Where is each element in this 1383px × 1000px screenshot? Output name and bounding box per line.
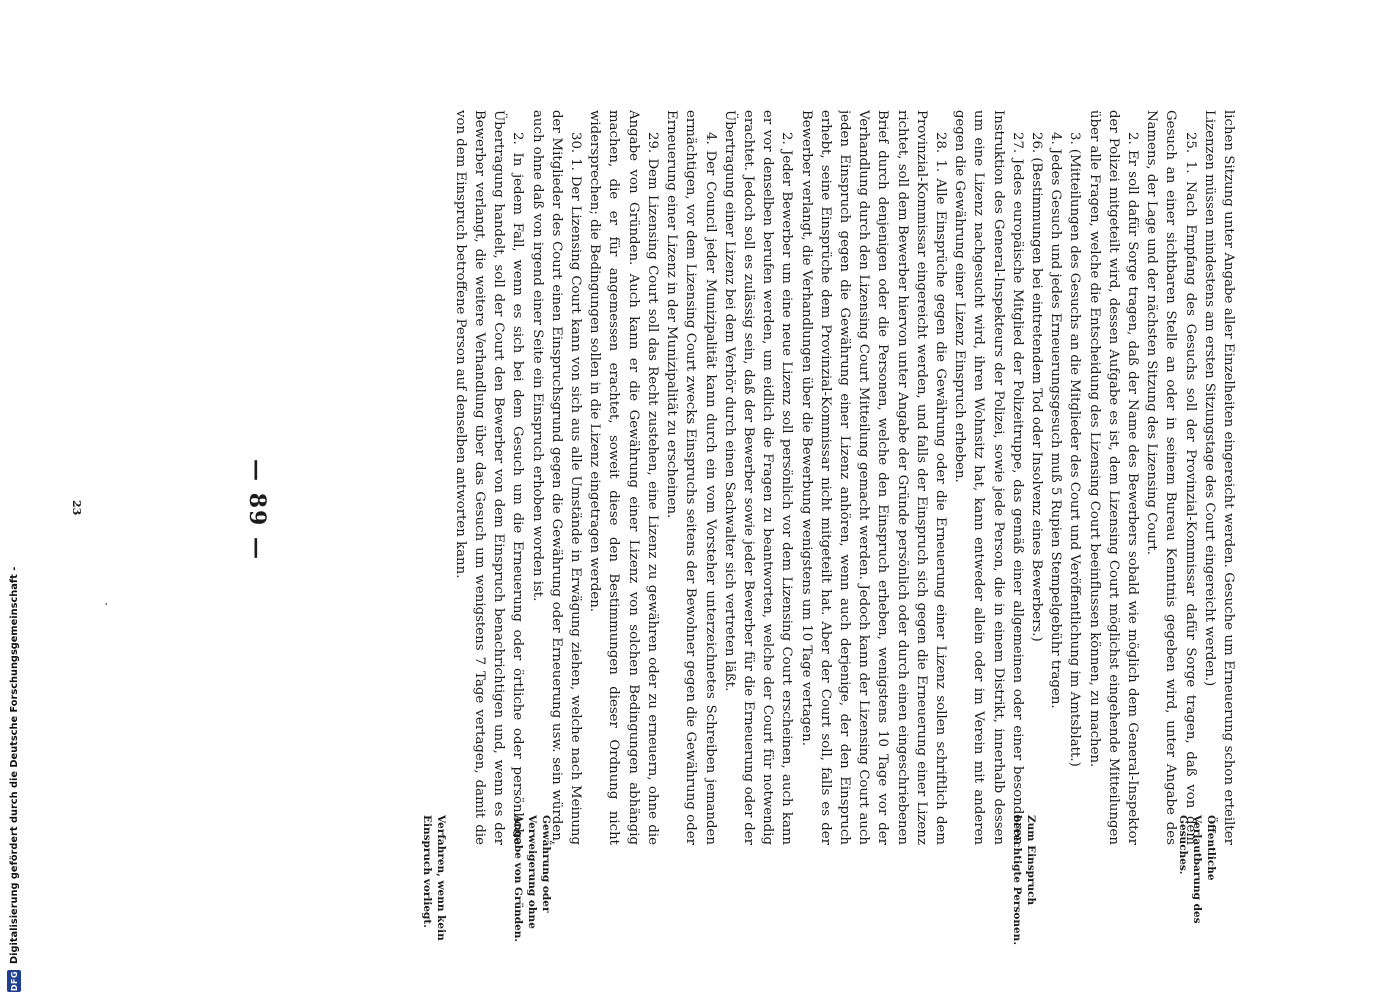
paragraph: 2. Jeder Bewerber um eine neue Lizenz soll persönlich vor dem Lizensing Court erscheinen, auch kann er vor denselben berufen werden, um eidlich die Fragen zu beantworten, welche der Court für notwendig erachtet. Jedoch soll es zulässig sein, daß der Bewerber sowie jeder Bewerber für die Erneuerung oder der Übertragung einer Lizenz bei dem Verhör durch einen Sachwalter sich vertreten läßt. xyxy=(721,110,795,845)
dfg-logo-icon: DFG xyxy=(7,970,21,992)
margin-note: Öffentliche Verlautbarung des Gesuches. xyxy=(1177,815,1217,924)
paragraph: 4. Jedes Gesuch und jedes Erneuerungsgesuch muß 5 Rupien Stempelgebühr tragen. xyxy=(1048,132,1064,709)
margin-note: Zum Einspruch berechtigte Personen. xyxy=(1011,815,1037,945)
paragraph: 2. In jedem Fall, wenn es sich bei dem Gesuch um die Erneuerung oder örtliche oder persönliche Übertragung handelt, soll der Court den Bewerber von dem Einspruch benachrichtigen und, wenn es der Bewerber verlangt, die weitere Verhandlung über das Gesuch um wenigstens 7 Tage vertagen, damit die von dem Einspruch betroffene Person auf denselben antworten kann. xyxy=(452,110,526,845)
body-text xyxy=(178,110,1238,845)
paragraph: 29. Dem Lizensing Court soll das Recht zustehen, eine Lizenz zu gewähren oder zu erneuern, ohne die Angabe von Gründen. Auch kann er die Gewährung einer Lizenz von solchen Bedingungen abhängig machen, die er für angemessen erachtet, soweit diese den Bestimmungen dieser Ordnung nicht widersprechen; die Bedingungen sollen in die Lizenz eingetragen werden. xyxy=(587,110,660,845)
digitization-credit xyxy=(3,0,25,992)
paragraph: 26. (Bestimmungen bei eintretendem Tod oder Insolvenz eines Bewerbers.) xyxy=(1028,132,1044,642)
sheet-signature: 23 xyxy=(70,500,83,516)
paragraph: 4. Der Council jeder Munizipalität kann durch ein vom Vorsteher unterzeichnetes Schreiben jemanden ermächtigen, vor dem Lizensing Court zwecks Einspruchs seitens der Bewohner gegen die Gewährung oder Erneuerung einer Lizenz in der Munizipalität zu erscheinen. xyxy=(664,110,718,845)
paragraph: lichen Sitzung unter Angabe aller Einzelheiten eingereicht werden. Gesuche um Erneuerung schon erteilter Lizenzen müssen mindestens am ersten Sitzungstage des Court eingereicht werden.) xyxy=(1201,110,1236,845)
paragraph: 2. Er soll dafür Sorge tragen, daß der Name des Bewerbers sobald wie möglich dem General-Inspektor der Polizei mitgeteilt wird, dessen Aufgabe es ist, dem Lizensing Court möglichst eingehende Mitteilungen über alle Fragen, welche die Entscheidung des Lizensing Court beeinflussen können, zu machen. xyxy=(1086,110,1140,845)
paragraph: 3. (Mitteilungen des Gesuchs an die Mitglieder des Court und Veröffentlichung im Amtsblatt.) xyxy=(1067,132,1083,767)
margin-note: Gewährung oder Verweigerung ohne Angabe von Gründen. xyxy=(512,815,552,943)
paragraph: 30. 1. Der Lizensing Court kann von sich aus alle Umstände in Erwägung ziehen, welche nach Meinung der Mitglieder des Court einen Einspruchsgrund gegen die Gewährung oder Erneuerung usw. sein würden, auch ohne daß von irgend einer Seite ein Einspruch erhoben worden ist. xyxy=(529,110,584,845)
paragraph: 27. Jedes europäische Mitglied der Polizeitruppe, das gemäß einer allgemeinen oder einer besonderen Instruktion des General-Inspekteurs der Polizei, sowie jede Person, die in einem Distrikt, innerhalb dessen um eine Lizenz nachgesucht wird, ihren Wohnsitz hat, kann entweder allein oder im Verein mit anderen gegen die Gewährung einer Lizenz Einspruch erheben. xyxy=(952,110,1025,845)
page-mark-dot: · xyxy=(99,602,113,606)
page-number: — 89 — xyxy=(244,459,270,561)
paragraph: 28. 1. Alle Einsprüche gegen die Gewährung oder die Erneuerung einer Lizenz sollen schriftlich dem Provinzial-Kommissar eingereicht werden, und falls der Einspruch sich gegen die Erneuerung einer Lizenz richtet, soll dem Bewerber hiervon unter Angabe der Gründe persönlich oder durch einen eingeschriebenen Brief durch denjenigen oder die Personen, welche den Einspruch erheben, wenigstens 10 Tage vor der Verhandlung durch den Lizensing Court Mitteilung gemacht werden. Jedoch kann der Lizensing Court auch jeden Einspruch gegen die Gewährung einer Lizenz anhören, wenn auch derjenige, der den Einspruch erhebt, seine Einsprüche dem Provinzial-Kommissar nicht mitgeteilt hat. Aber der Court soll, falls es der Bewerber verlangt, die Verhandlungen über die Bewerbung wenigstens um 10 Tage vertagen. xyxy=(798,110,948,845)
credit-text: Digitalisierung gefördert durch die Deutsche Forschungsgemeinschaft - xyxy=(8,566,20,964)
margin-note: Verfahren, wenn kein Einspruch vorliegt. xyxy=(421,815,447,941)
paragraph: 25. 1. Nach Empfang des Gesuchs soll der Provinzial-Kommissar dafür Sorge tragen, daß von dem Gesuch an einer sichtbaren Stelle an oder in seinem Bureau Kenntnis gegeben wird, unter Angabe des Namens, der Lage und der nächsten Sitzung des Lizensing Court. xyxy=(1144,110,1198,845)
